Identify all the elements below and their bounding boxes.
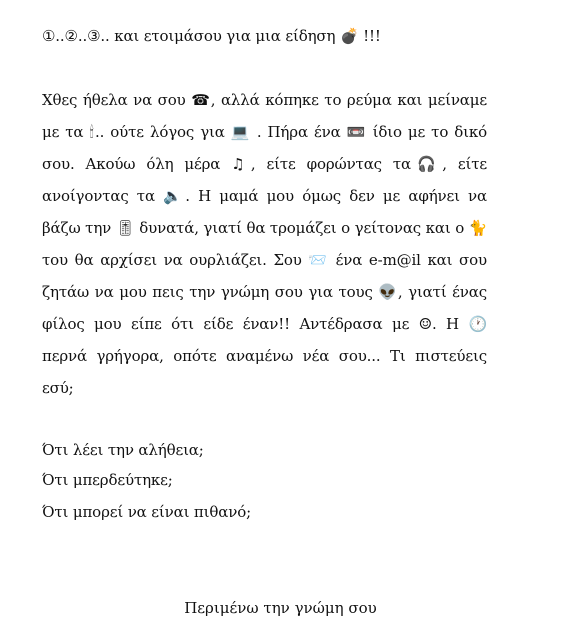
paragraph-line-6: του θα αρχίσει να ουρλιάζει. Σου 📨 ένα e-m@il και σου: [42, 251, 487, 269]
paragraph-line-1: Χθες ήθελα να σου ☎, αλλά κόπηκε το ρεύμα και μείναμε: [42, 91, 487, 109]
paragraph-line-4: ανοίγοντας τα 🔈. Η μαμά μου όμως δεν με αφήνει να: [42, 187, 487, 205]
paragraph-line-3: σου. Ακούω όλη μέρα ♫, είτε φορώντας τα🎧, είτε: [42, 155, 487, 173]
paragraph-line-5: βάζω την 🎚 δυνατά, γιατί θα τρομάζει ο γείτονας και ο 🐈: [42, 219, 488, 237]
paragraph-line-2: με τα 🕯.. ούτε λόγος για 💻 . Πήρα ένα 📼 ίδιο με το δικό: [42, 123, 487, 141]
paragraph-line-7: ζητάω να μου πεις την γνώμη σου για τους 👽, γιατί ένας: [42, 283, 487, 301]
paragraph-line-10: εσύ;: [42, 379, 74, 397]
paragraph-line-8: φίλος μου είπε ότι είδε έναν!! Αντέδρασα με ☺. Η 🕐: [42, 315, 487, 333]
paragraph-line-9: περνά γρήγορα, οπότε αναμένω νέα σου... Τι πιστεύεις: [42, 347, 487, 365]
question-2: Ότι μπερδεύτηκε;: [42, 471, 173, 489]
question-1: Ότι λέει την αλήθεια;: [42, 441, 204, 459]
question-3: Ότι μπορεί να είναι πιθανό;: [42, 503, 251, 521]
heading-line: ①..②..③.. και ετοιμάσου για μια είδηση 💣 !!!: [42, 27, 381, 45]
closing-line: Περιμένω την γνώμη σου: [184, 599, 377, 617]
